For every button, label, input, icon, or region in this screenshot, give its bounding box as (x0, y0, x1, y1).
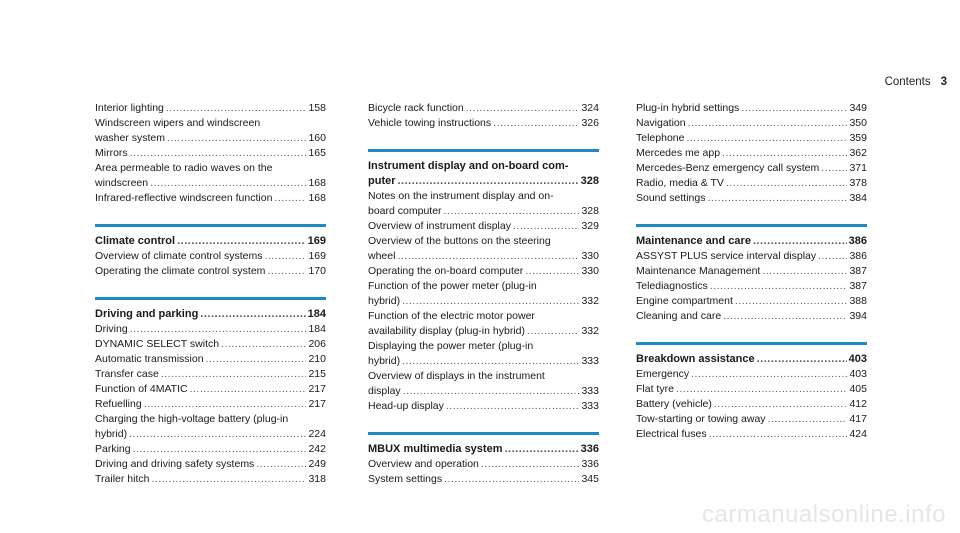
toc-entry[interactable] (95, 176, 326, 191)
section-divider (636, 224, 867, 227)
toc-entry-page: 328 (581, 205, 599, 217)
toc-entry-title: Sound settings (636, 192, 706, 204)
toc-entry[interactable] (368, 249, 599, 264)
toc-entry-page: 206 (308, 338, 326, 350)
section-title: Maintenance and care (636, 235, 751, 247)
section-title: Climate control (95, 235, 176, 247)
toc-entry-title: Driving (95, 323, 128, 335)
toc-entry[interactable] (95, 397, 326, 412)
section-page: 169 (307, 235, 326, 247)
toc-entry[interactable] (95, 442, 326, 457)
toc-entry-page: 349 (849, 102, 867, 114)
toc-entry-page: 330 (581, 250, 599, 262)
toc-entry-page: 326 (581, 117, 599, 129)
leader-dots (402, 294, 579, 309)
toc-entry-page: 249 (308, 458, 326, 470)
toc-entry-page: 333 (581, 400, 599, 412)
toc-entry-title: Trailer hitch (95, 473, 150, 485)
toc-entry[interactable] (636, 397, 867, 412)
toc-entry[interactable] (368, 294, 599, 309)
section-divider (368, 432, 599, 435)
leader-dots (757, 352, 847, 367)
toc-entry-page: 242 (308, 443, 326, 455)
toc-entry[interactable] (95, 352, 326, 367)
toc-entry-title: Function of 4MATIC (95, 383, 188, 395)
toc-entry-page: 412 (849, 398, 867, 410)
section-heading[interactable] (368, 174, 599, 189)
leader-dots (177, 234, 306, 249)
toc-entry-title: Head-up display (368, 400, 444, 412)
toc-entry-title: Engine compartment (636, 295, 733, 307)
toc-entry[interactable] (636, 146, 867, 161)
toc-entry[interactable] (636, 101, 867, 116)
toc-entry-page: 424 (849, 428, 867, 440)
toc-entry-title: Maintenance Management (636, 265, 761, 277)
leader-dots (466, 101, 580, 116)
toc-entry-title: Overview of climate control systems (95, 250, 263, 262)
toc-entry-page: 394 (849, 310, 867, 322)
toc-entry-page: 362 (849, 147, 867, 159)
leader-dots (513, 219, 579, 234)
leader-dots (403, 384, 580, 399)
toc-entry-page: 210 (308, 353, 326, 365)
leader-dots (221, 337, 306, 352)
toc-entry-title: hybrid) (368, 295, 401, 307)
toc-entry-title: Overview and operation (368, 458, 479, 470)
toc-entry-title: System settings (368, 473, 443, 485)
toc-entry[interactable] (95, 131, 326, 146)
section-divider (368, 149, 599, 152)
section-divider (95, 297, 326, 300)
leader-dots (688, 116, 848, 131)
toc-entry[interactable] (636, 309, 867, 324)
leader-dots (130, 322, 307, 337)
toc-entry[interactable] (636, 412, 867, 427)
toc-entry-title: washer system (95, 132, 166, 144)
leader-dots (676, 382, 848, 397)
toc-entry-page: 329 (581, 220, 599, 232)
leader-dots (686, 131, 847, 146)
toc-entry-page: 378 (849, 177, 867, 189)
toc-entry-title: windscreen (95, 177, 149, 189)
section-title: puter (368, 175, 396, 187)
toc-entry[interactable] (636, 176, 867, 191)
toc-entry-line[interactable]: Windscreen wipers and windscreen (95, 117, 261, 129)
leader-dots (129, 427, 306, 442)
toc-entry-title: Operating the on-board computer (368, 265, 524, 277)
toc-entry-title: Electrical fuses (636, 428, 707, 440)
toc-entry-title: Telediagnostics (636, 280, 708, 292)
leader-dots (267, 264, 306, 279)
leader-dots (527, 324, 579, 339)
toc-entry-title: Automatic transmission (95, 353, 204, 365)
section-page: 328 (580, 175, 599, 187)
toc-entry-page: 386 (849, 250, 867, 262)
leader-dots (723, 309, 847, 324)
leader-dots (818, 249, 847, 264)
watermark: carmanualsonline.info (702, 501, 946, 528)
leader-dots (735, 294, 848, 309)
toc-entry[interactable] (95, 382, 326, 397)
toc-entry[interactable] (636, 264, 867, 279)
section-title-line[interactable]: Instrument display and on-board com- (368, 160, 569, 172)
toc-entry-page: 387 (849, 280, 867, 292)
section-divider (636, 342, 867, 345)
leader-dots (274, 191, 306, 206)
toc-entry-title: Navigation (636, 117, 686, 129)
leader-dots (762, 264, 847, 279)
leader-dots (481, 457, 580, 472)
leader-dots (741, 101, 847, 116)
leader-dots (206, 352, 307, 367)
toc-entry-page: 170 (308, 265, 326, 277)
toc-entry[interactable] (95, 249, 326, 264)
toc-entry[interactable] (636, 116, 867, 131)
leader-dots (768, 412, 848, 427)
toc-entry-title: Operating the climate control system (95, 265, 266, 277)
toc-entry-title: Parking (95, 443, 131, 455)
toc-entry-title: Plug-in hybrid settings (636, 102, 740, 114)
toc-entry-title: Refuelling (95, 398, 142, 410)
section-divider (95, 224, 326, 227)
toc-entry-title: display (368, 385, 401, 397)
toc-entry-title: DYNAMIC SELECT switch (95, 338, 220, 350)
toc-entry-title: Tow-starting or towing away (636, 413, 766, 425)
toc-column-3 (636, 101, 867, 442)
leader-dots (161, 367, 307, 382)
toc-column-1 (95, 101, 326, 487)
section-page: 386 (848, 235, 867, 247)
leader-dots (444, 472, 579, 487)
toc-entry-page: 224 (308, 428, 326, 440)
toc-entry-page: 160 (308, 132, 326, 144)
leader-dots (444, 204, 580, 219)
leader-dots (133, 442, 307, 457)
toc-entry-page: 168 (308, 192, 326, 204)
toc-entry-title: ASSYST PLUS service interval display (636, 250, 817, 262)
toc-entry[interactable] (368, 457, 599, 472)
leader-dots (200, 307, 305, 322)
toc-entry[interactable] (95, 472, 326, 487)
toc-entry-title: Battery (vehicle) (636, 398, 712, 410)
leader-dots (190, 382, 307, 397)
leader-dots (525, 264, 579, 279)
toc-entry-line[interactable]: Displaying the power meter (plug-in (368, 340, 534, 352)
leader-dots (753, 234, 847, 249)
toc-entry-page: 371 (849, 162, 867, 174)
toc-entry-page: 217 (308, 383, 326, 395)
toc-entry[interactable] (636, 279, 867, 294)
toc-entry[interactable] (636, 191, 867, 206)
toc-entry-title: Vehicle towing instructions (368, 117, 492, 129)
leader-dots (722, 146, 847, 161)
toc-entry[interactable] (368, 204, 599, 219)
leader-dots (150, 176, 306, 191)
toc-entry[interactable] (636, 367, 867, 382)
leader-dots (167, 131, 306, 146)
toc-entry[interactable] (368, 399, 599, 414)
leader-dots (151, 472, 306, 487)
toc-entry-page: 333 (581, 385, 599, 397)
toc-entry-page: 215 (308, 368, 326, 380)
toc-entry-page: 403 (849, 368, 867, 380)
toc-entry-line[interactable]: Function of the electric motor power (368, 310, 535, 322)
toc-entry-page: 169 (308, 250, 326, 262)
toc-entry[interactable] (368, 219, 599, 234)
toc-entry-page: 336 (581, 458, 599, 470)
leader-dots (130, 146, 307, 161)
toc-entry-title: Bicycle rack function (368, 102, 464, 114)
toc-entry-page: 384 (849, 192, 867, 204)
toc-entry-title: Radio, media & TV (636, 177, 724, 189)
toc-entry-page: 165 (308, 147, 326, 159)
toc-entry[interactable] (368, 116, 599, 131)
leader-dots (166, 101, 307, 116)
toc-entry[interactable] (95, 264, 326, 279)
leader-dots (256, 457, 306, 472)
toc-entry-page: 350 (849, 117, 867, 129)
toc-entry[interactable] (636, 131, 867, 146)
toc-entry-page: 417 (849, 413, 867, 425)
toc-entry-title: Transfer case (95, 368, 159, 380)
toc-entry[interactable] (636, 427, 867, 442)
toc-entry-page: 332 (581, 325, 599, 337)
toc-entry-page: 332 (581, 295, 599, 307)
section-heading[interactable] (636, 352, 867, 367)
toc-entry[interactable] (95, 101, 326, 116)
toc-entry-title: Driving and driving safety systems (95, 458, 255, 470)
section-page: 403 (848, 353, 867, 365)
leader-dots (504, 442, 578, 457)
section-page: 184 (307, 308, 326, 320)
toc-entry-title: Interior lighting (95, 102, 164, 114)
toc-entry-title: hybrid) (95, 428, 128, 440)
section-page: 336 (580, 443, 599, 455)
page-number: 3 (940, 76, 947, 88)
toc-entry-line[interactable]: Area permeable to radio waves on the (95, 162, 273, 174)
toc-entry-title: hybrid) (368, 355, 401, 367)
toc-entry[interactable] (636, 294, 867, 309)
toc-entry-page: 388 (849, 295, 867, 307)
toc-entry-page: 217 (308, 398, 326, 410)
toc-entry[interactable] (368, 384, 599, 399)
leader-dots (691, 367, 847, 382)
section-heading[interactable] (636, 234, 867, 249)
toc-entry-title: Mercedes me app (636, 147, 721, 159)
toc-entry-page: 184 (308, 323, 326, 335)
toc-entry-title: Cleaning and care (636, 310, 722, 322)
leader-dots (821, 161, 847, 176)
toc-entry-page: 333 (581, 355, 599, 367)
leader-dots (264, 249, 306, 264)
toc-entry[interactable] (368, 264, 599, 279)
toc-entry[interactable] (95, 367, 326, 382)
leader-dots (710, 279, 848, 294)
toc-entry-page: 387 (849, 265, 867, 277)
section-heading[interactable] (368, 442, 599, 457)
toc-entry-title: Flat tyre (636, 383, 674, 395)
toc-entry-page: 330 (581, 265, 599, 277)
toc-entry-title: Infrared-reflective windscreen function (95, 192, 273, 204)
leader-dots (397, 249, 579, 264)
toc-entry[interactable] (95, 337, 326, 352)
leader-dots (144, 397, 307, 412)
toc-entry-title: Mirrors (95, 147, 128, 159)
toc-entry-title: Telephone (636, 132, 685, 144)
toc-entry-title: board computer (368, 205, 442, 217)
toc-entry[interactable] (95, 457, 326, 472)
toc-entry-title: availability display (plug-in hybrid) (368, 325, 525, 337)
toc-entry-title: Emergency (636, 368, 690, 380)
toc-entry-page: 168 (308, 177, 326, 189)
toc-entry[interactable] (636, 249, 867, 264)
toc-entry-page: 359 (849, 132, 867, 144)
toc-entry-title: wheel (368, 250, 396, 262)
leader-dots (714, 397, 848, 412)
toc-entry[interactable] (95, 322, 326, 337)
toc-entry-line[interactable]: Function of the power meter (plug-in (368, 280, 537, 292)
toc-entry-title: Overview of instrument display (368, 220, 511, 232)
toc-entry[interactable] (368, 354, 599, 369)
toc-entry[interactable] (368, 324, 599, 339)
leader-dots (402, 354, 579, 369)
header-title: Contents (884, 76, 931, 88)
section-title: Breakdown assistance (636, 353, 755, 365)
toc-entry-title: Mercedes-Benz emergency call system (636, 162, 820, 174)
leader-dots (707, 191, 847, 206)
toc-entry[interactable] (95, 427, 326, 442)
toc-entry-page: 345 (581, 473, 599, 485)
toc-entry-page: 158 (308, 102, 326, 114)
section-title: Driving and parking (95, 308, 199, 320)
toc-entry[interactable] (95, 191, 326, 206)
leader-dots (398, 174, 579, 189)
section-heading[interactable] (95, 307, 326, 322)
leader-dots (446, 399, 580, 414)
toc-entry[interactable] (636, 161, 867, 176)
leader-dots (726, 176, 848, 191)
section-heading[interactable] (95, 234, 326, 249)
toc-entry-line[interactable]: Overview of the buttons on the steering (368, 235, 551, 247)
toc-column-2 (368, 101, 599, 487)
toc-entry-line[interactable]: Overview of displays in the instrument (368, 370, 545, 382)
toc-entry-page: 405 (849, 383, 867, 395)
section-title: MBUX multimedia system (368, 443, 503, 455)
toc-entry-page: 318 (308, 473, 326, 485)
leader-dots (493, 116, 579, 131)
toc-entry[interactable] (368, 472, 599, 487)
toc-entry-line[interactable]: Charging the high-voltage battery (plug-in (95, 413, 289, 425)
page-header (747, 76, 947, 88)
toc-entry[interactable] (636, 382, 867, 397)
toc-entry[interactable] (95, 146, 326, 161)
toc-entry-page: 324 (581, 102, 599, 114)
toc-entry-line[interactable]: Notes on the instrument display and on- (368, 190, 554, 202)
leader-dots (709, 427, 848, 442)
toc-entry[interactable] (368, 101, 599, 116)
